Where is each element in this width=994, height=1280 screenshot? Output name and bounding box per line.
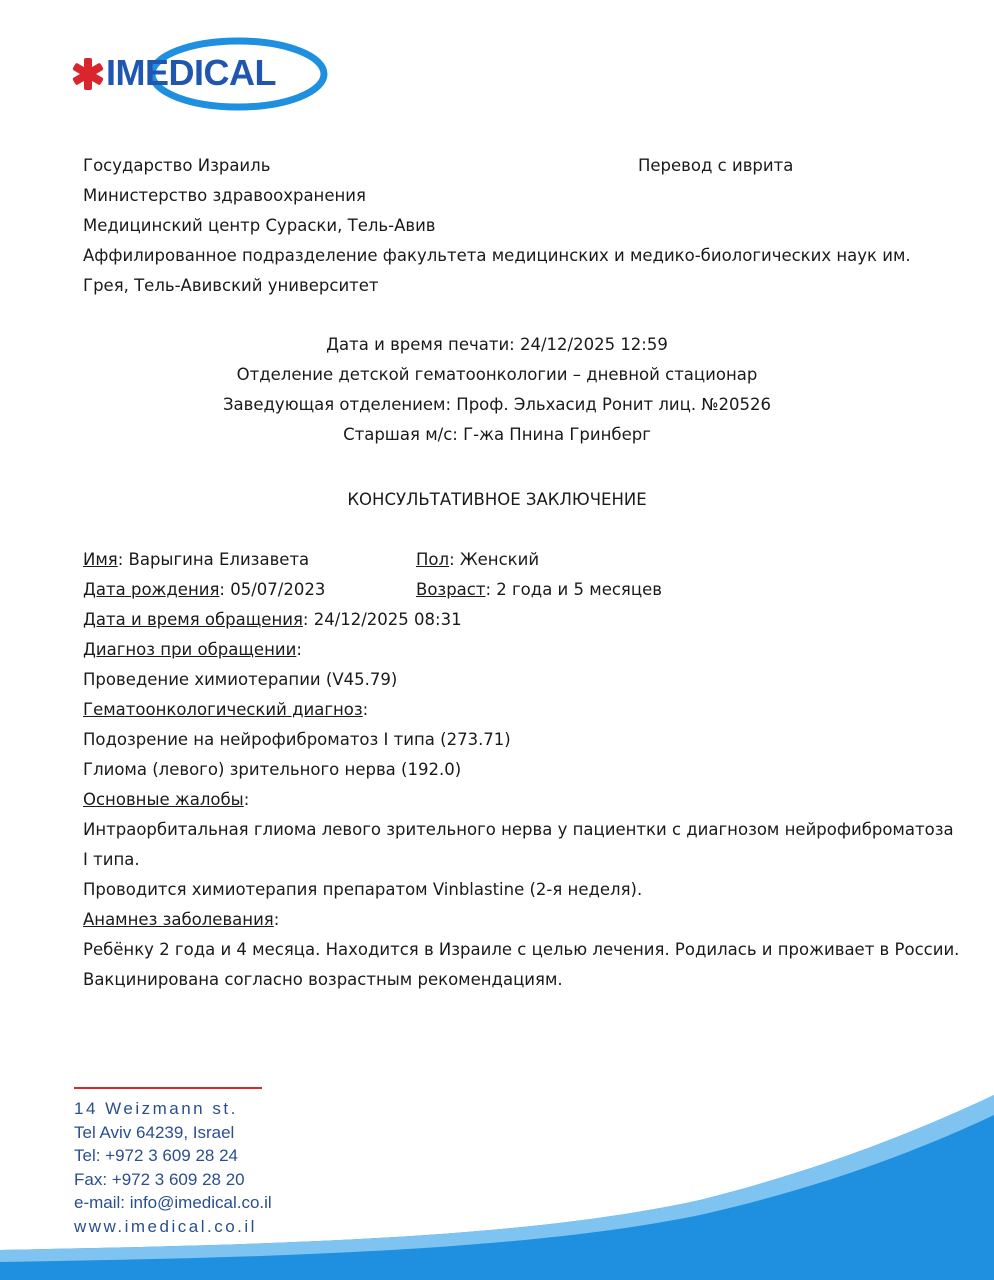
complaints-text-1: Интраорбитальная глиома левого зрительного нерва у пациентки с диагнозом нейрофиброматоза I типа. [83, 820, 954, 869]
footer-fax: Fax: +972 3 609 28 20 [74, 1169, 245, 1189]
visit-value: : 24/12/2025 08:31 [302, 610, 462, 629]
age-value: : 2 года и 5 месяцев [485, 580, 662, 599]
department-name: Отделение детской гематоонкологии – дневной стационар [236, 365, 758, 384]
complaints-label: Основные жалобы [83, 790, 244, 809]
sex-label: Пол [416, 550, 450, 569]
visit-datetime [83, 605, 963, 635]
visit-label: Дата и время обращения [83, 610, 303, 629]
logo-text: IMEDICAL [106, 52, 276, 93]
document-title: КОНСУЛЬТАТИВНОЕ ЗАКЛЮЧЕНИЕ [347, 490, 647, 509]
header-line-university: Грея, Тель-Авивский университет [83, 276, 379, 295]
hemonc-dx-2: Глиома (левого) зрительного нерва (192.0) [83, 760, 462, 779]
admission-dx-heading: Диагноз при обращении: [83, 640, 302, 659]
header-line-state: Государство Израиль [83, 156, 271, 175]
imedical-logo [70, 36, 330, 112]
print-datetime: Дата и время печати: 24/12/2025 12:59 [326, 335, 668, 354]
dob-label: Дата рождения [83, 580, 220, 599]
head-nurse: Старшая м/с: Г-жа Пнина Гринберг [343, 425, 651, 444]
complaints-text-2: Проводится химиотерапия препаратом Vinblastine (2-я неделя). [83, 880, 643, 899]
footer-address-city: Tel Aviv 64239, Israel [74, 1122, 235, 1142]
patient-row-name [83, 545, 963, 575]
hemonc-dx-label: Гематоонкологический диагноз [83, 700, 363, 719]
department-head: Заведующая отделением: Проф. Эльхасид Ронит лиц. №20526 [222, 395, 772, 414]
header-line-ministry: Министерство здравоохранения [83, 186, 366, 205]
department-info [0, 330, 994, 450]
dob-value: : 05/07/2023 [219, 580, 326, 599]
name-value: : Варыгина Елизавета [117, 550, 310, 569]
hemonc-dx-1: Подозрение на нейрофиброматоз I типа (273.71) [83, 730, 511, 749]
name-label: Имя [83, 550, 118, 569]
history-text-2: Вакцинирована согласно возрастным рекомендациям. [83, 970, 563, 989]
admission-dx-text: Проведение химиотерапии (V45.79) [83, 670, 398, 689]
header-line-center: Медицинский центр Сураски, Тель-Авив [83, 216, 436, 235]
logo-star-icon [72, 58, 104, 90]
header-line-affiliation: Аффилированное подразделение факультета медицинских и медико-биологических наук им. [83, 246, 911, 265]
complaints-heading: Основные жалобы: [83, 790, 250, 809]
age-label: Возраст [416, 580, 486, 599]
footer-website[interactable]: www.imedical.co.il [74, 1216, 257, 1236]
footer-tel: Tel: +972 3 609 28 24 [74, 1146, 238, 1165]
footer-divider [74, 1087, 262, 1089]
history-heading: Анамнез заболевания: [83, 910, 280, 929]
translation-note: Перевод с иврита [638, 156, 794, 175]
patient-row-dob [83, 575, 963, 605]
sex-value: : Женский [449, 550, 540, 569]
hemonc-dx-heading: Гематоонкологический диагноз: [83, 700, 369, 719]
footer-contact [74, 1087, 272, 1238]
footer-address-street: 14 Weizmann st. [74, 1099, 238, 1118]
footer-email[interactable]: e-mail: info@imedical.co.il [74, 1193, 272, 1212]
consultation-body [83, 545, 963, 995]
history-text-1: Ребёнку 2 года и 4 месяца. Находится в Израиле с целью лечения. Родилась и проживает в России. [83, 940, 960, 959]
admission-dx-label: Диагноз при обращении [83, 640, 297, 659]
history-label: Анамнез заболевания [83, 910, 274, 929]
